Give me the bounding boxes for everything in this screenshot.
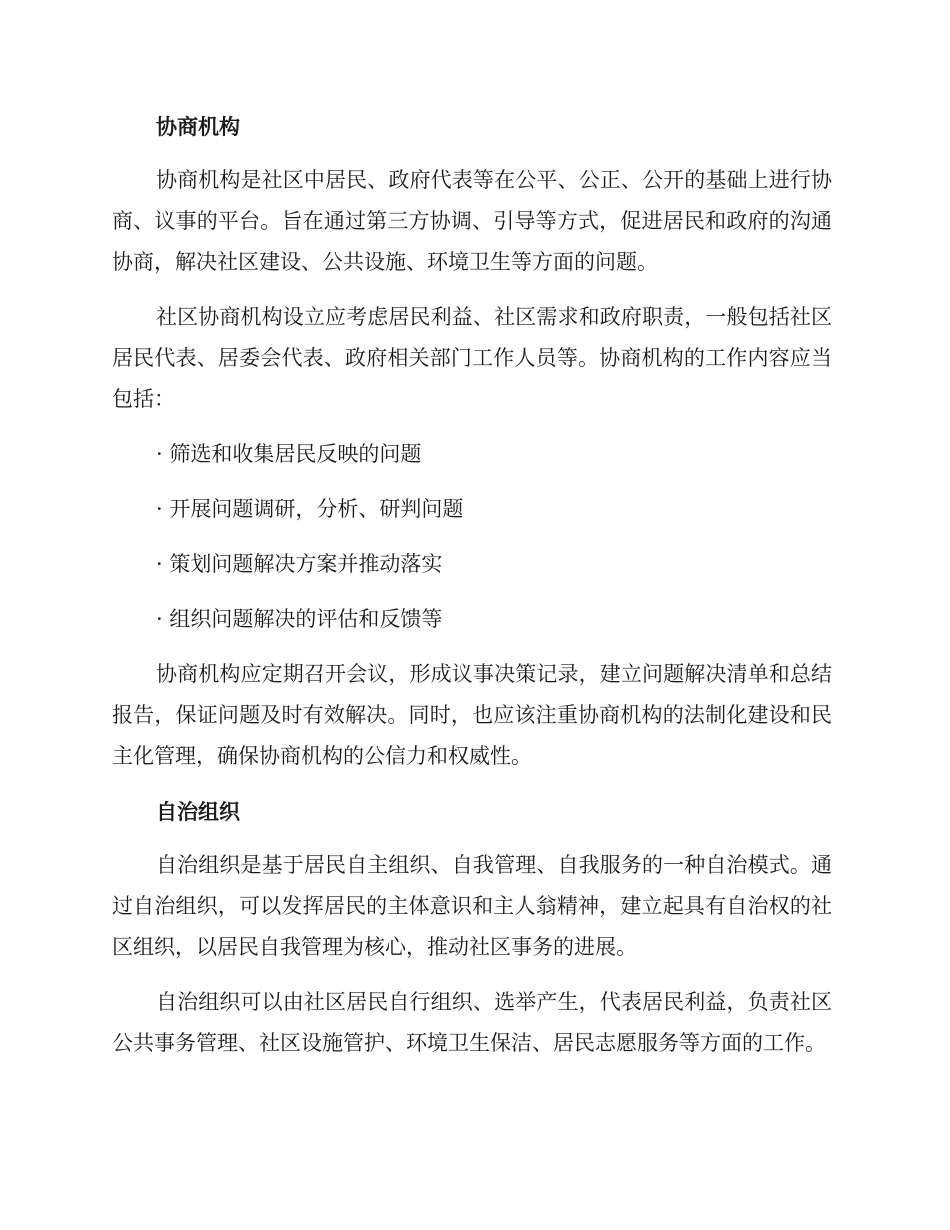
document-page	[112, 106, 832, 1064]
list-item: · 组织问题解决的评估和反馈等	[156, 607, 443, 631]
paragraph: 自治组织是基于居民自主组织、自我管理、自我服务的一种自治模式。通过自治组织，可以发挥居民的主体意识和主人翁精神，建立起具有自治权的社区组织，以居民自我管理为核心，推动社区事务的进展。	[112, 853, 832, 959]
list-item: · 筛选和收集居民反映的问题	[156, 442, 422, 466]
section-heading-self-governance: 自治组织	[156, 800, 240, 824]
section-heading-consultation: 协商机构	[156, 115, 240, 139]
paragraph: 自治组织可以由社区居民自行组织、选举产生，代表居民利益，负责社区公共事务管理、社区设施管护、环境卫生保洁、居民志愿服务等方面的工作。	[112, 990, 832, 1055]
list-item: · 开展问题调研，分析、研判问题	[156, 497, 464, 521]
paragraph: 协商机构是社区中居民、政府代表等在公平、公正、公开的基础上进行协商、议事的平台。旨在通过第三方协调、引导等方式，促进居民和政府的沟通协商，解决社区建设、公共设施、环境卫生等方面的问题。	[112, 168, 832, 274]
paragraph: 社区协商机构设立应考虑居民利益、社区需求和政府职责，一般包括社区居民代表、居委会代表、政府相关部门工作人员等。协商机构的工作内容应当包括：	[112, 305, 832, 411]
list-item: · 策划问题解决方案并推动落实	[156, 552, 443, 576]
paragraph: 协商机构应定期召开会议，形成议事决策记录，建立问题解决清单和总结报告，保证问题及时有效解决。同时，也应该注重协商机构的法制化建设和民主化管理，确保协商机构的公信力和权威性。	[112, 662, 832, 768]
